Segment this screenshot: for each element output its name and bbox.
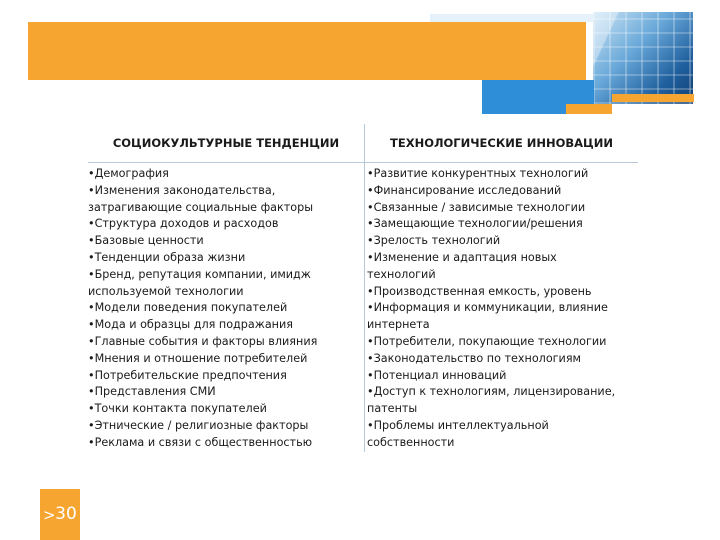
table-row bbox=[88, 163, 638, 452]
list-item: интернета bbox=[367, 318, 430, 332]
sociocultural-list bbox=[88, 163, 364, 452]
list-item: •Точки контакта покупателей bbox=[88, 402, 267, 416]
list-item: •Этнические / религиозные факторы bbox=[88, 418, 309, 432]
technological-list bbox=[365, 163, 638, 452]
list-item: •Доступ к технологиям, лицензирование, bbox=[367, 385, 616, 399]
list-item: технологий bbox=[367, 267, 436, 281]
list-item: •Главные события и факторы влияния bbox=[88, 334, 318, 348]
header-light-blue-strip bbox=[430, 14, 593, 22]
list-item: •Производственная емкость, уровень bbox=[367, 284, 592, 298]
list-item: •Законодательство по технологиям bbox=[367, 351, 581, 365]
list-item: •Мнения и отношение потребителей bbox=[88, 351, 308, 365]
header-orange-strip bbox=[612, 94, 694, 102]
list-item: •Изменения законодательства, bbox=[88, 183, 276, 197]
list-item: •Тенденции образа жизни bbox=[88, 250, 246, 264]
list-item: •Финансирование исследований bbox=[367, 183, 562, 197]
list-item: •Базовые ценности bbox=[88, 234, 204, 248]
list-item: •Мода и образцы для подражания bbox=[88, 318, 293, 332]
page-arrow-icon: > bbox=[43, 506, 56, 524]
page-number: 30 bbox=[55, 504, 77, 524]
list-item: •Представления СМИ bbox=[88, 385, 216, 399]
table-header-row bbox=[88, 124, 638, 163]
list-item: •Реклама и связи с общественностью bbox=[88, 435, 313, 449]
list-item: •Развитие конкурентных технологий bbox=[367, 167, 589, 180]
list-item: •Потребители, покупающие технологии bbox=[367, 334, 607, 348]
list-item: •Потенциал инноваций bbox=[367, 368, 507, 382]
list-item: •Структура доходов и расходов bbox=[88, 217, 279, 231]
list-item: •Замещающие технологии/решения bbox=[367, 217, 583, 231]
trends-table bbox=[88, 124, 638, 452]
header-left-gap bbox=[0, 0, 28, 80]
list-item: собственности bbox=[367, 435, 455, 449]
list-item: патенты bbox=[367, 402, 418, 416]
list-item: используемой технологии bbox=[88, 284, 244, 298]
list-item: •Потребительские предпочтения bbox=[88, 368, 287, 382]
header-orange-corner bbox=[566, 104, 612, 114]
list-item: •Изменение и адаптация новых bbox=[367, 250, 557, 264]
list-item: •Модели поведения покупателей bbox=[88, 301, 288, 315]
header-orange-bar bbox=[0, 22, 586, 80]
list-item: •Бренд, репутация компании, имидж bbox=[88, 267, 311, 281]
list-item: затрагивающие социальные факторы bbox=[88, 200, 314, 214]
sociocultural-cell bbox=[88, 163, 365, 452]
column-header-technological: ТЕХНОЛОГИЧЕСКИЕ ИННОВАЦИИ bbox=[365, 124, 639, 163]
list-item: •Демография bbox=[88, 167, 169, 180]
technological-cell bbox=[365, 163, 639, 452]
header-building-image bbox=[593, 12, 693, 104]
list-item: •Проблемы интеллектуальной bbox=[367, 418, 549, 432]
list-item: •Зрелость технологий bbox=[367, 234, 501, 248]
list-item: •Связанные / зависимые технологии bbox=[367, 200, 586, 214]
column-header-sociocultural: СОЦИОКУЛЬТУРНЫЕ ТЕНДЕНЦИИ bbox=[88, 124, 365, 163]
list-item: •Информация и коммуникации, влияние bbox=[367, 301, 608, 315]
